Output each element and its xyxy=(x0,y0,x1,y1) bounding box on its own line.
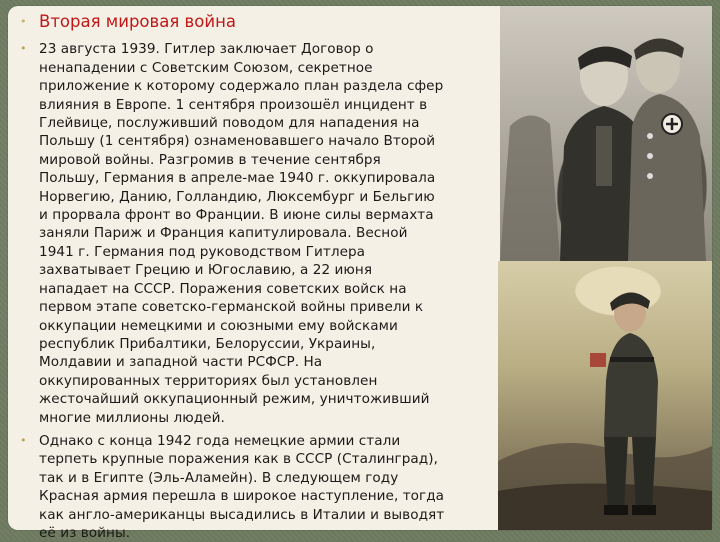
bullet-icon: • xyxy=(20,15,27,28)
bullet-icon: • xyxy=(20,42,27,56)
paragraph-2: Однако с конца 1942 года немецкие армии стали терпеть крупные поражения как в СССР (Сталинград), так и в Египте (Эль-Аламейн). В следующем году Красная армия перешла в широкое наступление, тогда как англо-американцы высадились в Италии и выводят её из войны. xyxy=(39,432,445,541)
painting-uniformed-figure xyxy=(498,261,712,530)
slide-title: Вторая мировая война xyxy=(39,12,236,31)
bullet-icon: • xyxy=(20,433,27,447)
text-column xyxy=(20,12,520,542)
photo-leaders-black-and-white xyxy=(500,6,712,261)
heading-row xyxy=(20,12,520,32)
paragraph-1: 23 августа 1939. Гитлер заключает Договор о ненападении с Советским Союзом, секретное приложение к которому содержало план раздела сфер влияния в Европе. 1 сентября произошёл инцидент в Глейвице, послуживший поводом для нападения на Польшу (1 сентября) ознаменовавшего начало Второй мировой войны. Разгромив в течение сентября Польшу, Германия в апреле-мае 1940 г. оккупировала Норвегию, Данию, Голландию, Люксембург и Бельгию и прорвала фронт во Франции. В июне силы вермахта заняли Париж и Франция капитулировала. Весной 1941 г. Германия под руководством Гитлера захватывает Грецию и Югославию, а 22 июня нападает на СССР. Поражения советских войск на первом этапе советско-германской войны привели к оккупации немецкими и союзными ему войсками республик Прибалтики, Белоруссии, Украины, Молдавии и западной части РСФСР. На оккупированных территориях был установлен жесточайший оккупационный режим, уничтоживший многие миллионы людей. xyxy=(39,41,444,426)
list-item xyxy=(20,40,520,427)
list-item xyxy=(20,432,520,542)
content-panel xyxy=(8,6,712,541)
